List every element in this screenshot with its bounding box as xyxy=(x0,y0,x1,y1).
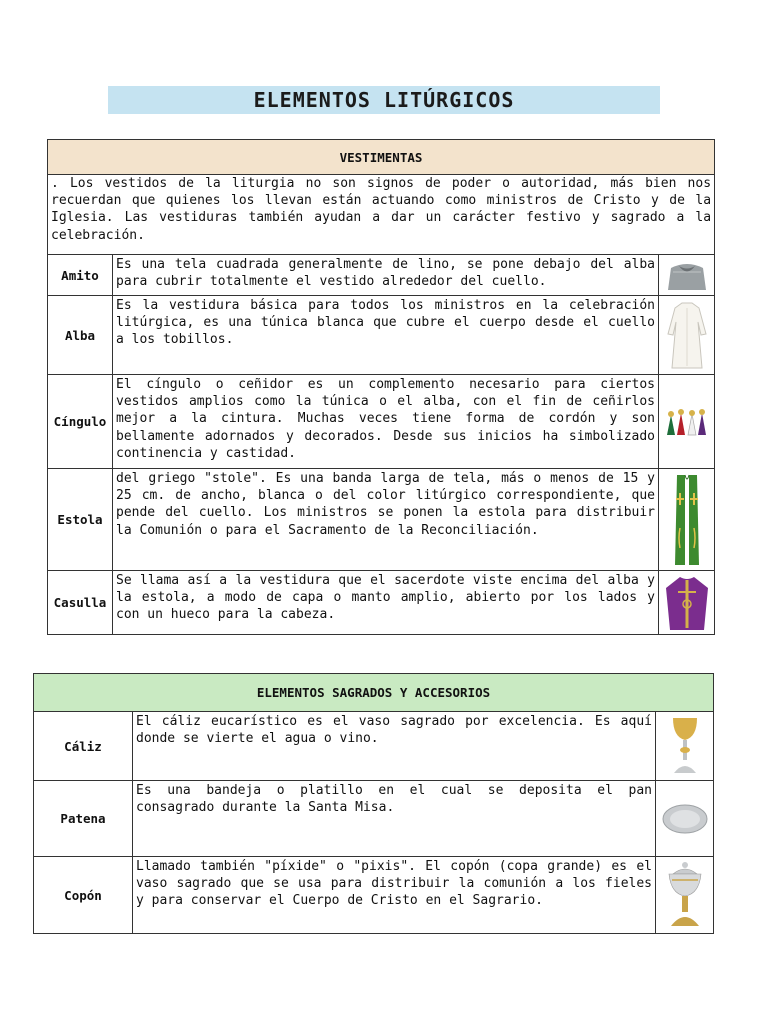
row-desc-copon: Llamado también "píxide" o "pixis". El copón (copa grande) es el vaso sagrado que se usa para distribuir la comunión a los fieles y para conservar el Cuerpo de Cristo en el Sagrario. xyxy=(133,857,656,934)
sagrados-header: ELEMENTOS SAGRADOS Y ACCESORIOS xyxy=(34,674,714,712)
chalice-icon xyxy=(656,712,714,781)
page-title: ELEMENTOS LITÚRGICOS xyxy=(108,86,660,114)
alb-icon xyxy=(659,296,715,375)
row-name-amito: Amito xyxy=(48,255,113,296)
row-desc-cingulo: El cíngulo o ceñidor es un complemento necesario para ciertos vestidos amplios como la túnica o el alba, con el fin de ceñirlos mejor a la cintura. Muchas veces tiene forma de cordón y son bellamente adornados y decorados. Desde sus inicios ha simbolizado continencia y castidad. xyxy=(113,375,659,469)
table-row xyxy=(48,375,715,469)
row-name-patena: Patena xyxy=(34,781,133,857)
table-row xyxy=(34,857,714,934)
vestimentas-table xyxy=(47,139,715,635)
table-row xyxy=(48,255,715,296)
table-row xyxy=(34,781,714,857)
table-row xyxy=(48,571,715,635)
table-row xyxy=(34,712,714,781)
vestimentas-intro: . Los vestidos de la liturgia no son signos de poder o autoridad, más bien nos recuerdan que quienes los llevan están actuando como ministros de Cristo y de la Iglesia. Las vestiduras también ayudan a dar un carácter festivo y sagrado a la celebración. xyxy=(48,175,715,255)
row-desc-estola: del griego "stole". Es una banda larga de tela, más o menos de 15 y 25 cm. de ancho, blanca o del color litúrgico correspondiente, que pende del cuello. Los ministros se ponen la estola para distribuir la Comunión o para el Sacramento de la Reconciliación. xyxy=(113,469,659,571)
row-name-alba: Alba xyxy=(48,296,113,375)
vestimentas-header: VESTIMENTAS xyxy=(48,140,715,175)
amice-icon xyxy=(659,255,715,296)
row-name-casulla: Casulla xyxy=(48,571,113,635)
row-desc-casulla: Se llama así a la vestidura que el sacerdote viste encima del alba y la estola, a modo de capa o manto amplio, abierto por los lados y con un hueco para la cabeza. xyxy=(113,571,659,635)
table-row xyxy=(48,469,715,571)
row-name-caliz: Cáliz xyxy=(34,712,133,781)
ciborium-icon xyxy=(656,857,714,934)
cincture-icon xyxy=(659,375,715,469)
row-desc-alba: Es la vestidura básica para todos los ministros en la celebración litúrgica, es una túnica blanca que cubre el cuerpo desde el cuello a los tobillos. xyxy=(113,296,659,375)
paten-icon xyxy=(656,781,714,857)
table-row xyxy=(48,296,715,375)
row-desc-caliz: El cáliz eucarístico es el vaso sagrado por excelencia. Es aquí donde se vierte el agua o vino. xyxy=(133,712,656,781)
chasuble-icon xyxy=(659,571,715,635)
stole-icon xyxy=(659,469,715,571)
row-desc-amito: Es una tela cuadrada generalmente de lino, se pone debajo del alba para cubrir totalmente el vestido alrededor del cuello. xyxy=(113,255,659,296)
sagrados-table xyxy=(33,673,714,934)
row-name-copon: Copón xyxy=(34,857,133,934)
row-desc-patena: Es una bandeja o platillo en el cual se deposita el pan consagrado durante la Santa Misa. xyxy=(133,781,656,857)
row-name-estola: Estola xyxy=(48,469,113,571)
row-name-cingulo: Cíngulo xyxy=(48,375,113,469)
